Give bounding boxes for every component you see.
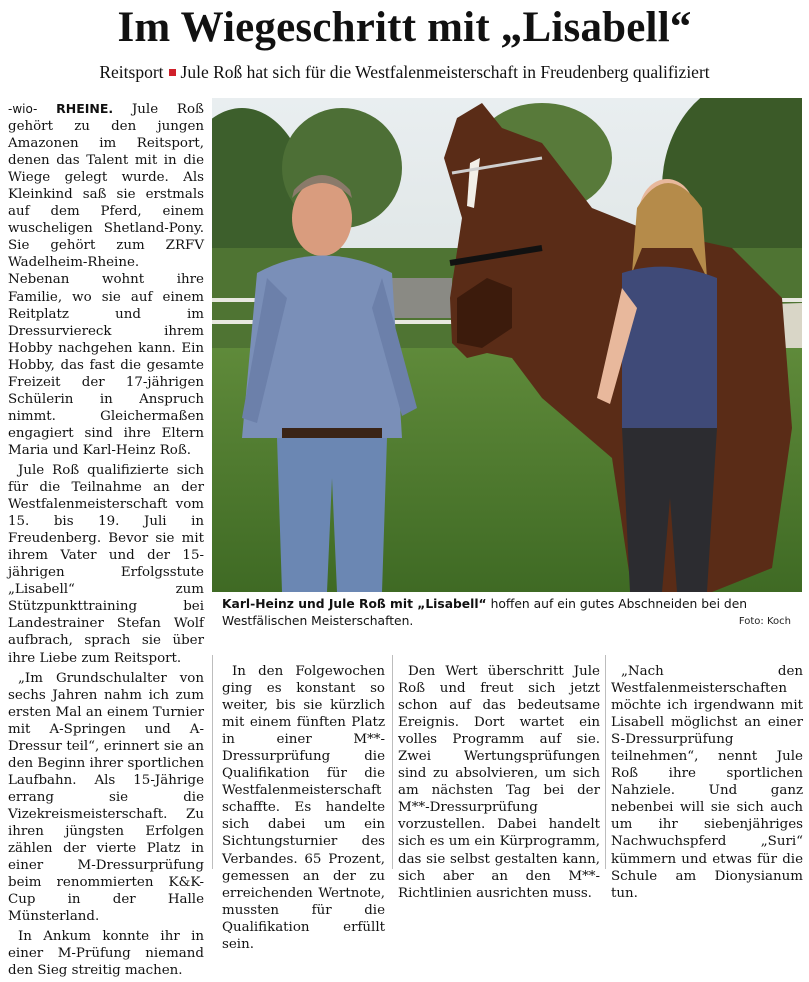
paragraph: „Nach den Westfalenmeisterschaften möchte ich irgendwann mit Lisabell möglichst an einer S-Dressurprüfung teilnehmen“, nennt Jule Roß ihre sportlichen Nahziele. Und ganz nebenbei will sie sich auch um ihr siebenjähriges Nachwuchspferd „Suri“ kümmern und etwas für die Schule am Dionysianum tun. xyxy=(611,664,803,901)
column-divider xyxy=(212,655,213,869)
paragraph: In Ankum konnte ihr in einer M-Prüfung niemand den Sieg streitig machen. xyxy=(8,929,204,979)
column-divider xyxy=(605,655,606,869)
caption-names: Karl-Heinz und Jule Roß mit „Lisabell“ xyxy=(222,597,487,611)
photo-credit: Foto: Koch xyxy=(738,616,791,627)
paragraph: Jule Roß qualifizierte sich für die Teilnahme an der Westfalenmeisterschaft vom 15. bis 19. Juli in Freudenberg. Bevor sie mit ihrem Vater und der 15-jährigen Erfolgsstute „Lisabell“ zum Stützpunkttraining bei Landestrainer Stefan Wolf aufbrach, sprach sie über ihre Liebe zum Reitsport. xyxy=(8,462,204,666)
headline: Im Wiegeschritt mit „Lisabell“ xyxy=(117,4,692,51)
article-photo xyxy=(212,98,802,592)
column-divider xyxy=(392,655,393,869)
subheadline xyxy=(0,60,809,84)
article-column-1 xyxy=(8,100,204,982)
paragraph: „Im Grundschulalter von sechs Jahren nahm ich zum ersten Mal an einem Turnier mit A-Springen und A-Dressur teil“, erinnert sie an den Beginn ihrer sportlichen Laufbahn. Als 15-Jährige errang sie die Vizekreismeisterschaft. Zu ihren jüngsten Erfolgen zählen der vierte Platz in einer M-Dressurprüfung beim renommierten K&K-Cup in der Halle Münsterland. xyxy=(8,670,204,925)
subhead-text: Jule Roß hat sich für die Westfalenmeisterschaft in Freudenberg qualifiziert xyxy=(180,62,710,82)
location: RHEINE. xyxy=(56,101,114,116)
kicker: Reitsport xyxy=(99,62,164,82)
byline: -wio- xyxy=(8,102,38,116)
article-column-2 xyxy=(222,663,385,956)
photo-caption xyxy=(222,596,797,630)
paragraph-text: Jule Roß gehört zu den jungen Amazonen im Reitsport, denen das Talent mit in die Wiege gelegt wurde. Als Kleinkind saß sie erstmals auf dem Pferd, einem wuscheligen Shetland-Pony. Sie gehört zum ZRFV Wadelheim-Rheine. Nebenan wohnt ihre Familie, wo sie auf einem Reitplatz und im Dressurviereck ihrem Hobby nachgehen kann. Ein Hobby, das fast die gesamte Freizeit der 17-jährigen Schülerin in Anspruch nimmt. Gleichermaßen engagiert sind ihre Eltern Maria und Karl-Heinz Roß. xyxy=(8,102,204,458)
caption-text: hoffen auf ein gutes Abschneiden bei den Westfälischen Meisterschaften. xyxy=(222,597,748,628)
paragraph xyxy=(8,100,204,459)
photo-illustration xyxy=(212,98,802,592)
article-column-4 xyxy=(611,663,803,905)
paragraph: In den Folgewochen ging es konstant so weiter, bis sie kürzlich mit einem fünften Platz in einer M**-Dressurprüfung die Qualifikation für die Westfalenmeisterschaft schaffte. Es handelte sich dabei um ein Sichtungsturnier des Verbandes. 65 Prozent, gemessen an der zu erreichenden Wertnote, mussten für die Qualifikation erfüllt sein. xyxy=(222,664,385,952)
red-square-icon xyxy=(169,69,176,76)
paragraph: Den Wert überschritt Jule Roß und freut sich jetzt schon auf das bedeutsame Ereignis. Dort wartet ein volles Programm auf sie. Zwei Wertungsprüfungen sind zu absolvieren, um sich am nächsten Tag bei der M**-Dressurprüfung vorzustellen. Dabei handelt sich es um ein Kürprogramm, das sie selbst gestalten kann, sich aber an den M**-Richtlinien ausrichten muss. xyxy=(398,664,600,901)
article-column-3 xyxy=(398,663,600,905)
